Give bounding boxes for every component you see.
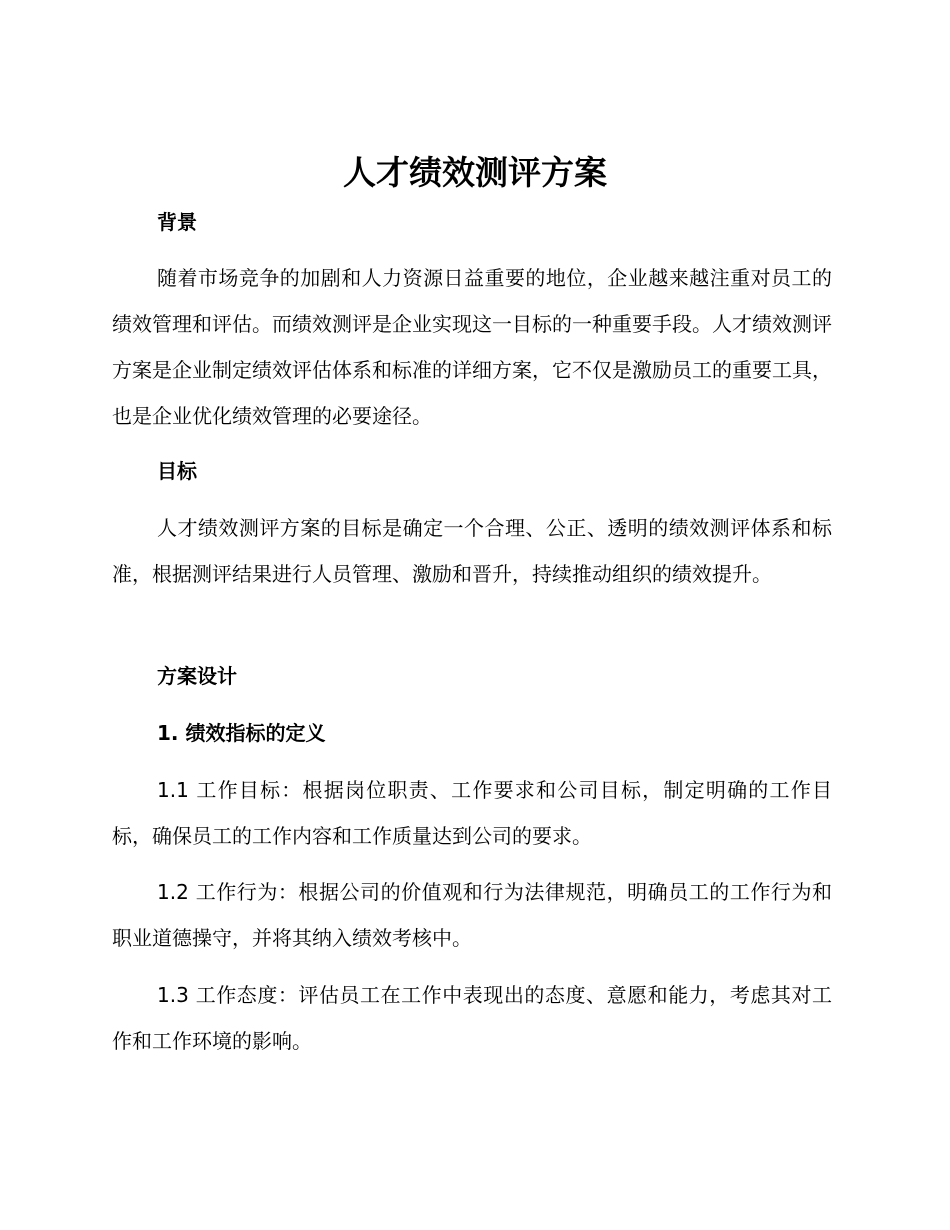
section-heading-background: 背景 <box>157 210 197 234</box>
paragraph-item-1-2: 1.2 工作行为：根据公司的价值观和行为法律规范，明确员工的工作行为和职业道德操守，并将其纳入绩效考核中。 <box>112 880 832 950</box>
paragraph-item-1-1: 1.1 工作目标：根据岗位职责、工作要求和公司目标，制定明确的工作目标，确保员工的工作内容和工作质量达到公司的要求。 <box>112 778 832 848</box>
page-title: 人才绩效测评方案 <box>343 153 607 192</box>
paragraph-background: 随着市场竞争的加剧和人力资源日益重要的地位，企业越来越注重对员工的绩效管理和评估。而绩效测评是企业实现这一目标的一种重要手段。人才绩效测评方案是企业制定绩效评估体系和标准的详细方案，它不仅是激励员工的重要工具，也是企业优化绩效管理的必要途径。 <box>112 266 832 428</box>
section-heading-design: 方案设计 <box>157 664 237 688</box>
section-heading-indicators: 1. 绩效指标的定义 <box>157 721 326 745</box>
paragraph-item-1-3: 1.3 工作态度：评估员工在工作中表现出的态度、意愿和能力，考虑其对工作和工作环境的影响。 <box>112 983 832 1053</box>
section-heading-goal: 目标 <box>157 459 197 483</box>
paragraph-goal: 人才绩效测评方案的目标是确定一个合理、公正、透明的绩效测评体系和标准，根据测评结果进行人员管理、激励和晋升，持续推动组织的绩效提升。 <box>112 516 832 586</box>
